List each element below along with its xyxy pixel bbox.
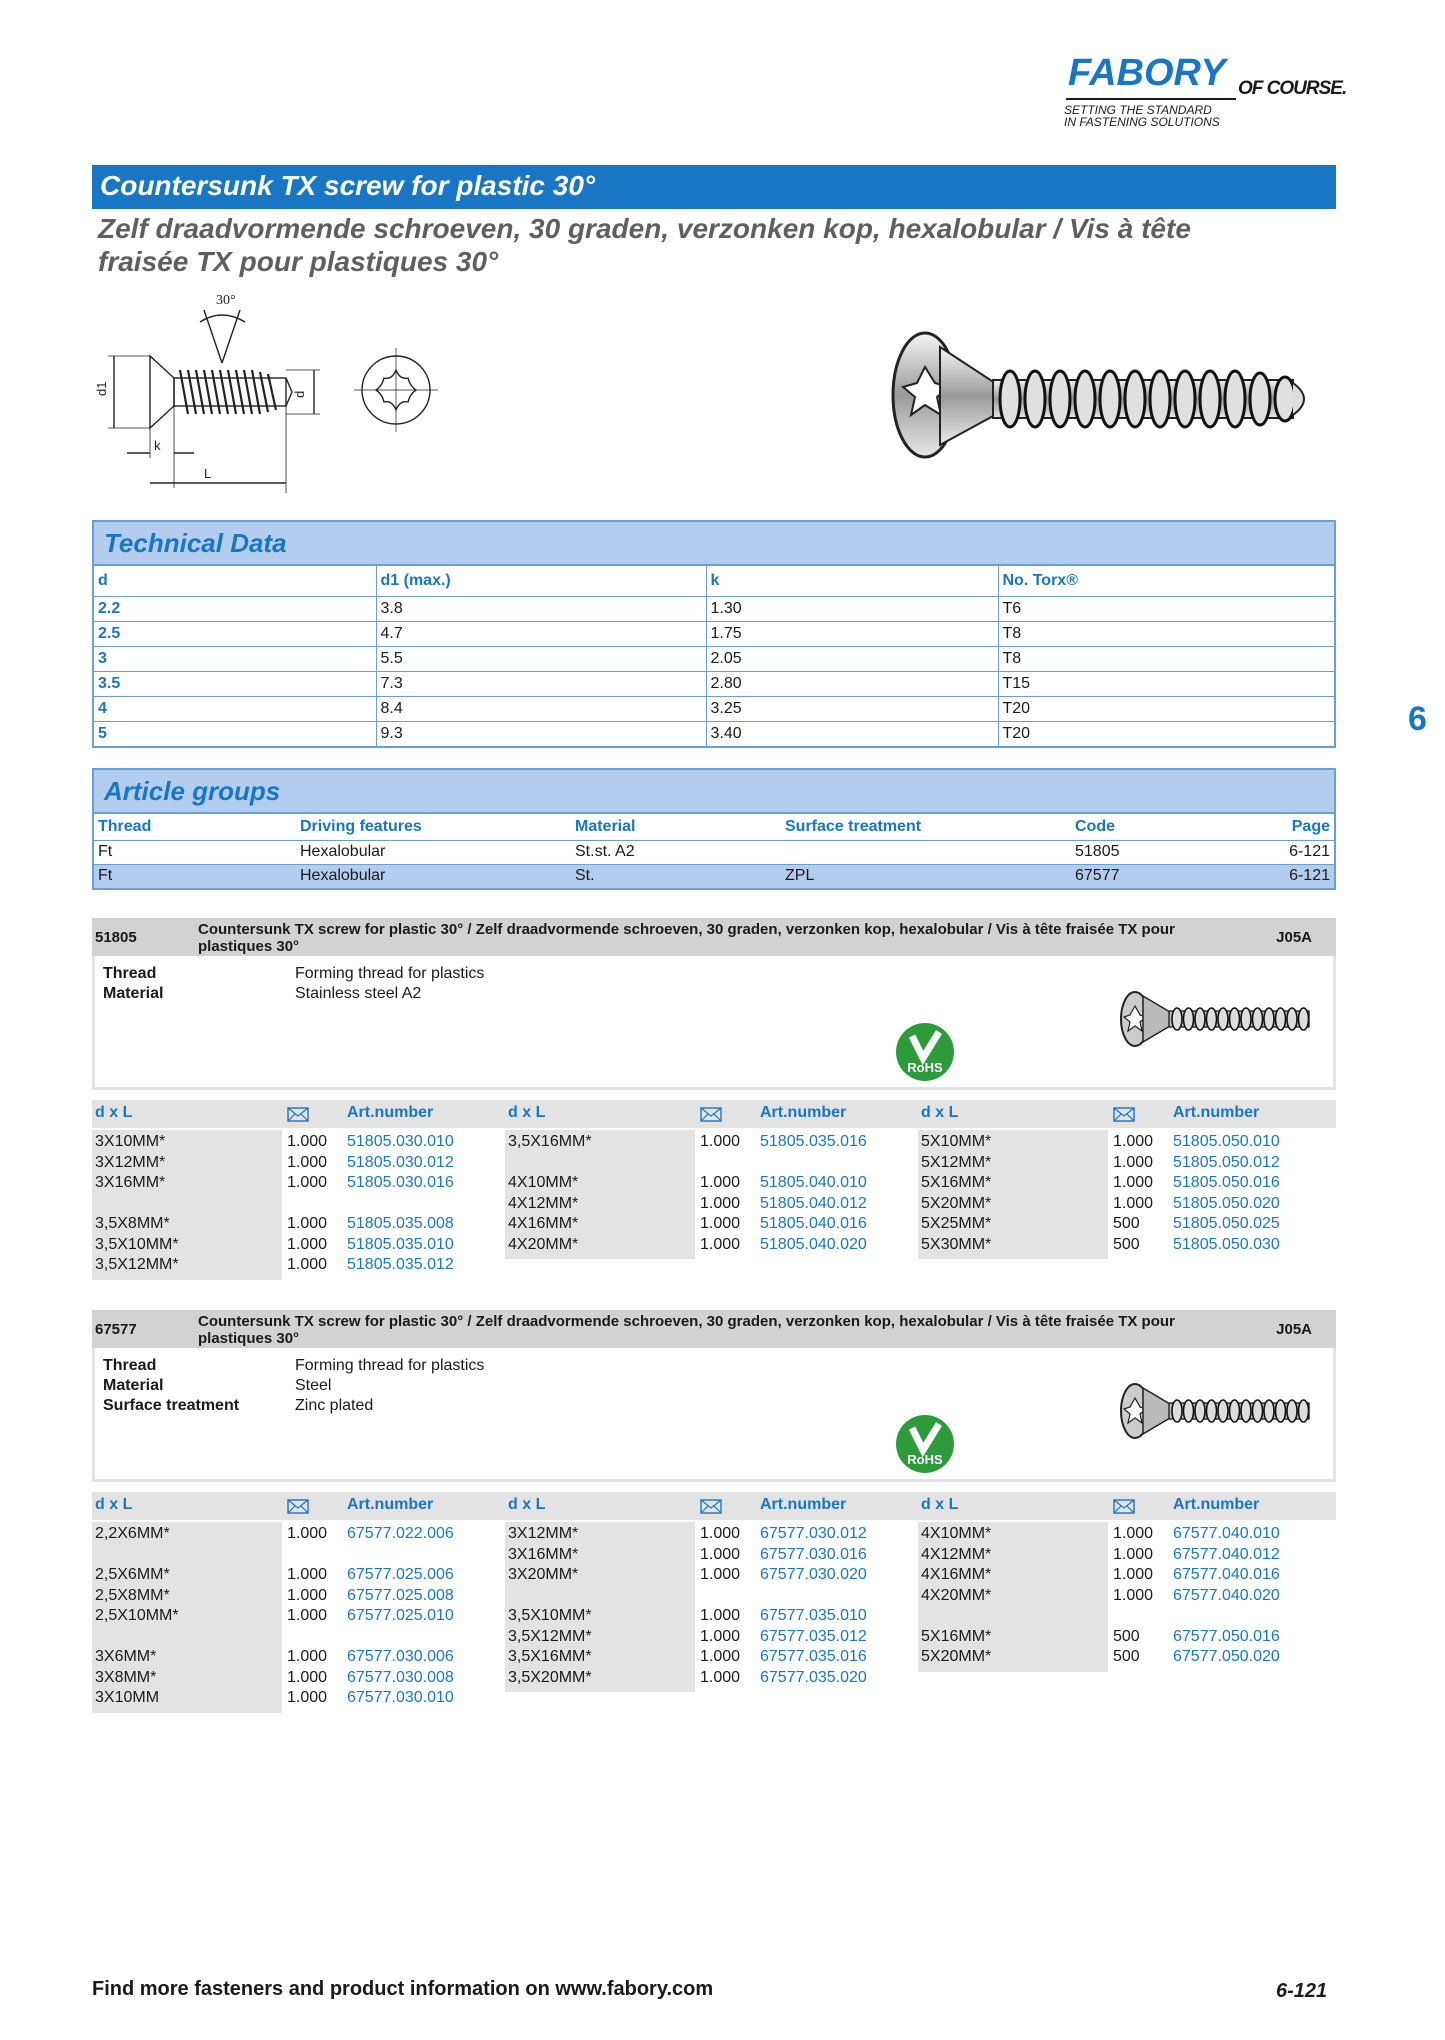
size-list-header xyxy=(92,1100,1336,1128)
list-item xyxy=(92,1565,492,1585)
footer-text: Find more fasteners and product information on www.fabory.com xyxy=(92,1978,714,2000)
list-item xyxy=(505,1647,905,1667)
article-number-link[interactable]: 67577.030.008 xyxy=(347,1668,454,1686)
rohs-label: RoHS xyxy=(907,1452,943,1467)
table-cell: 2.05 xyxy=(706,646,998,671)
article-number-link[interactable]: 67577.050.020 xyxy=(1173,1648,1280,1665)
table-cell: 67577 xyxy=(1071,864,1221,888)
size-dxl: 4X16MM* xyxy=(921,1566,992,1583)
package-quantity: 1.000 xyxy=(1113,1566,1154,1583)
list-item xyxy=(92,1153,492,1173)
article-number-link[interactable]: 67577.030.016 xyxy=(760,1545,867,1563)
column-header: Code xyxy=(1071,814,1221,840)
list-item xyxy=(918,1194,1318,1214)
table-row xyxy=(94,696,1334,721)
article-number-link[interactable]: 51805.035.010 xyxy=(347,1235,454,1253)
article-number-link[interactable]: 67577.022.006 xyxy=(347,1525,454,1542)
list-item xyxy=(505,1565,905,1585)
list-item xyxy=(92,1173,492,1193)
article-description: Countersunk TX screw for plastic 30° / Zelf draadvormende schroeven, 30 graden, verzonken kop, hexalobular / Vis à tête fraisée TX pour plastiques 30° xyxy=(198,1313,1175,1347)
package-quantity-icon xyxy=(700,1107,722,1122)
table-cell: 2.80 xyxy=(706,671,998,696)
property-value: Stainless steel A2 xyxy=(295,985,422,1002)
logo-tagline-2: IN FASTENING SOLUTIONS xyxy=(1064,115,1220,129)
rohs-label: RoHS xyxy=(907,1060,943,1075)
article-header xyxy=(92,1310,1336,1348)
package-quantity: 500 xyxy=(1113,1235,1140,1253)
list-item xyxy=(92,1524,492,1544)
article-groups-section xyxy=(92,768,1336,890)
article-groups-heading: Article groups xyxy=(94,770,1334,814)
article-number-link[interactable]: 51805.050.012 xyxy=(1173,1153,1280,1171)
table-cell: 9.3 xyxy=(376,721,706,746)
table-cell: 3.25 xyxy=(706,696,998,721)
article-number-link[interactable]: 51805.030.010 xyxy=(347,1133,454,1150)
package-quantity: 1.000 xyxy=(1113,1525,1154,1542)
list-item xyxy=(918,1173,1318,1193)
list-item xyxy=(92,1668,492,1688)
package-quantity-icon xyxy=(287,1107,309,1122)
size-dxl: 3X10MM xyxy=(95,1689,160,1706)
size-list-header xyxy=(92,1492,1336,1520)
table-row xyxy=(94,864,1334,888)
article-number-link[interactable]: 67577.025.008 xyxy=(347,1586,454,1604)
dxl-column-header: d x L xyxy=(921,1496,959,1513)
article-number-link[interactable]: 51805.050.010 xyxy=(1173,1133,1280,1150)
logo-tagline xyxy=(1064,104,1220,128)
size-dxl: 5X20MM* xyxy=(921,1648,992,1665)
list-item xyxy=(505,1627,905,1647)
article-number-link[interactable]: 67577.030.012 xyxy=(760,1525,867,1542)
table-cell: T8 xyxy=(998,646,1334,671)
package-quantity: 1.000 xyxy=(287,1174,328,1191)
article-code: 51805 xyxy=(95,929,137,946)
package-quantity: 1.000 xyxy=(700,1215,741,1232)
property-value: Forming thread for plastics xyxy=(295,965,485,982)
size-dxl: 3,5X8MM* xyxy=(95,1215,170,1232)
screw-head-drawing xyxy=(352,340,440,440)
screw-side-drawing xyxy=(92,288,332,503)
list-item xyxy=(505,1194,905,1214)
size-dxl: 3X16MM* xyxy=(508,1545,579,1563)
package-quantity: 1.000 xyxy=(700,1648,741,1665)
package-quantity: 500 xyxy=(1113,1215,1140,1232)
technical-data-heading: Technical Data xyxy=(94,522,1334,566)
dxl-column-header: d x L xyxy=(95,1496,133,1513)
size-dxl: 2,5X8MM* xyxy=(95,1586,170,1604)
rohs-badge-icon xyxy=(895,1414,955,1474)
table-cell: 5.5 xyxy=(376,646,706,671)
table-cell: 6-121 xyxy=(1221,840,1334,864)
package-quantity: 1.000 xyxy=(700,1133,741,1150)
dxl-column-header: d x L xyxy=(508,1104,546,1121)
size-dxl: 4X10MM* xyxy=(921,1525,992,1542)
package-quantity: 500 xyxy=(1113,1648,1140,1665)
table-cell: T20 xyxy=(1002,724,1031,742)
technical-data-section xyxy=(92,520,1336,748)
article-header xyxy=(92,918,1336,956)
size-dxl: 4X10MM* xyxy=(508,1174,579,1191)
table-cell: T6 xyxy=(998,596,1334,621)
package-quantity: 1.000 xyxy=(287,1566,328,1583)
article-number-link[interactable]: 51805.040.012 xyxy=(760,1194,867,1212)
package-quantity: 1.000 xyxy=(1113,1194,1154,1212)
list-item xyxy=(918,1132,1318,1152)
table-cell: 5 xyxy=(94,721,376,746)
package-quantity: 1.000 xyxy=(287,1525,328,1542)
article-number-link[interactable]: 51805.040.010 xyxy=(760,1174,867,1191)
table-cell: T8 xyxy=(998,621,1334,646)
article-number-link[interactable]: 67577.050.016 xyxy=(1173,1627,1280,1645)
article-number-link[interactable]: 67577.040.020 xyxy=(1173,1586,1280,1604)
table-cell: Ft xyxy=(94,864,296,888)
table-cell: 3.40 xyxy=(706,721,998,746)
table-cell: 3 xyxy=(94,646,376,671)
package-quantity: 1.000 xyxy=(287,1668,328,1686)
size-dxl: 5X12MM* xyxy=(921,1153,992,1171)
table-cell: 1.75 xyxy=(706,621,998,646)
package-quantity: 1.000 xyxy=(700,1525,741,1542)
art-number-column-header: Art.number xyxy=(1173,1496,1260,1513)
list-item xyxy=(505,1524,905,1544)
article-groups-table xyxy=(94,814,1334,888)
article-number-link[interactable]: 51805.050.020 xyxy=(1173,1194,1280,1212)
table-header-row xyxy=(94,814,1334,840)
page-number: 6-121 xyxy=(1276,1980,1328,2002)
package-quantity: 1.000 xyxy=(287,1133,328,1150)
art-number-column-header: Art.number xyxy=(1173,1104,1260,1121)
size-dxl: 5X16MM* xyxy=(921,1627,992,1645)
size-dxl: 3,5X12MM* xyxy=(508,1627,592,1645)
size-dxl: 3X8MM* xyxy=(95,1668,157,1686)
list-item xyxy=(918,1235,1318,1255)
fabory-logo xyxy=(1060,52,1360,132)
package-quantity: 1.000 xyxy=(287,1235,328,1253)
property-key: Material xyxy=(103,1377,164,1394)
table-cell: 7.3 xyxy=(376,671,706,696)
package-quantity-icon xyxy=(700,1499,722,1514)
article-number-link[interactable]: 67577.040.010 xyxy=(1173,1525,1280,1542)
article-number-link[interactable]: 67577.035.016 xyxy=(760,1648,867,1665)
list-item xyxy=(505,1606,905,1626)
size-dxl: 3X16MM* xyxy=(95,1174,166,1191)
article-number-link[interactable]: 67577.040.016 xyxy=(1173,1566,1280,1583)
angle-label: 30° xyxy=(216,293,236,308)
package-quantity: 1.000 xyxy=(1113,1133,1154,1150)
size-dxl: 2,2X6MM* xyxy=(95,1525,170,1542)
package-quantity: 1.000 xyxy=(287,1648,328,1665)
column-header: Material xyxy=(571,814,781,840)
property-key: Surface treatment xyxy=(103,1397,240,1414)
package-quantity: 1.000 xyxy=(700,1545,741,1563)
list-item xyxy=(92,1647,492,1667)
article-number-link[interactable]: 51805.030.016 xyxy=(347,1174,454,1191)
list-item xyxy=(92,1235,492,1255)
table-header-row xyxy=(94,566,1334,596)
table-row xyxy=(94,671,1334,696)
article-number-link[interactable]: 51805.035.008 xyxy=(347,1215,454,1232)
logo-suffix: OF COURSE. xyxy=(1238,78,1347,99)
list-item xyxy=(918,1565,1318,1585)
screw-product-image xyxy=(885,325,1325,465)
list-item xyxy=(92,1688,492,1708)
package-quantity: 1.000 xyxy=(700,1174,741,1191)
property-key: Thread xyxy=(103,1357,157,1374)
size-dxl: 4X12MM* xyxy=(921,1545,992,1563)
size-dxl: 3,5X16MM* xyxy=(508,1133,592,1150)
article-number-link[interactable]: 67577.035.020 xyxy=(760,1668,867,1686)
package-quantity: 1.000 xyxy=(700,1566,741,1583)
size-dxl: 3X12MM* xyxy=(508,1525,579,1542)
property-value: Forming thread for plastics xyxy=(295,1357,485,1374)
dxl-column-header: d x L xyxy=(921,1104,959,1121)
table-row xyxy=(94,596,1334,621)
page-subtitle: Zelf draadvormende schroeven, 30 graden, verzonken kop, hexalobular / Vis à tête fraisée TX pour plastiques 30° xyxy=(98,213,1191,277)
table-cell: 51805 xyxy=(1071,840,1221,864)
table-row xyxy=(94,840,1334,864)
size-dxl: 5X20MM* xyxy=(921,1194,992,1212)
size-dxl: 3,5X16MM* xyxy=(508,1648,592,1665)
package-quantity: 1.000 xyxy=(287,1689,328,1706)
table-cell: St.st. A2 xyxy=(571,840,781,864)
table-row xyxy=(94,646,1334,671)
package-quantity: 1.000 xyxy=(1113,1174,1154,1191)
package-quantity: 1.000 xyxy=(287,1256,328,1273)
article-number-link[interactable]: 51805.035.012 xyxy=(347,1256,454,1273)
logo-brand: FABORY xyxy=(1068,52,1226,94)
package-quantity-icon xyxy=(287,1499,309,1514)
size-dxl: 3,5X10MM* xyxy=(95,1235,179,1253)
table-cell: 8.4 xyxy=(376,696,706,721)
size-dxl: 5X25MM* xyxy=(921,1215,992,1232)
property-key: Material xyxy=(103,985,164,1002)
column-header: Thread xyxy=(94,814,296,840)
art-number-column-header: Art.number xyxy=(760,1104,847,1121)
property-value: Zinc plated xyxy=(295,1397,374,1414)
product-thumbnail-image xyxy=(1115,1374,1320,1449)
art-number-column-header: Art.number xyxy=(760,1496,847,1513)
article-number-link[interactable]: 67577.025.010 xyxy=(347,1607,454,1624)
rohs-badge-icon xyxy=(895,1022,955,1082)
package-quantity: 1.000 xyxy=(1113,1153,1154,1171)
property-key: Thread xyxy=(103,965,157,982)
column-header: d xyxy=(94,566,376,596)
size-dxl: 3,5X20MM* xyxy=(508,1668,592,1686)
table-row xyxy=(94,721,1334,746)
size-dxl: 5X10MM* xyxy=(921,1133,992,1150)
size-dxl: 4X20MM* xyxy=(921,1586,992,1604)
package-quantity: 1.000 xyxy=(700,1607,741,1624)
list-item xyxy=(505,1235,905,1255)
size-dxl: 4X16MM* xyxy=(508,1215,579,1232)
size-dxl: 3X6MM* xyxy=(95,1648,157,1665)
table-cell: 2.5 xyxy=(94,621,376,646)
package-quantity: 500 xyxy=(1113,1627,1140,1645)
list-item xyxy=(918,1647,1318,1667)
logo-tagline-1: SETTING THE STANDARD xyxy=(1064,103,1212,117)
table-cell: Hexalobular xyxy=(296,864,571,888)
table-cell: 3.5 xyxy=(94,671,376,696)
size-dxl: 3X20MM* xyxy=(508,1566,579,1583)
table-row xyxy=(94,621,1334,646)
table-cell: T20 xyxy=(998,696,1334,721)
size-dxl: 5X16MM* xyxy=(921,1174,992,1191)
list-item xyxy=(92,1214,492,1234)
table-cell: 4.7 xyxy=(376,621,706,646)
article-number-link[interactable]: 67577.035.012 xyxy=(760,1627,867,1645)
size-dxl: 4X20MM* xyxy=(508,1235,579,1253)
size-dxl: 3,5X10MM* xyxy=(508,1607,592,1624)
table-cell: ZPL xyxy=(781,864,1071,888)
article-number-link[interactable]: 51805.035.016 xyxy=(760,1133,867,1150)
article-number-link[interactable]: 67577.025.006 xyxy=(347,1566,454,1583)
column-header: Surface treatment xyxy=(781,814,1071,840)
table-cell: 1.30 xyxy=(706,596,998,621)
article-number-link[interactable]: 51805.050.025 xyxy=(1173,1215,1280,1232)
list-item xyxy=(918,1153,1318,1173)
article-code: 67577 xyxy=(95,1321,137,1338)
table-cell: 4 xyxy=(94,696,376,721)
list-item xyxy=(92,1586,492,1606)
package-quantity: 1.000 xyxy=(700,1668,741,1686)
column-header: d1 (max.) xyxy=(376,566,706,596)
logo-underline xyxy=(1066,98,1236,100)
package-quantity: 1.000 xyxy=(287,1215,328,1232)
article-number-link[interactable]: 67577.030.010 xyxy=(347,1689,454,1706)
article-number-link[interactable]: 51805.040.016 xyxy=(760,1215,867,1232)
list-item xyxy=(505,1173,905,1193)
article-number-link[interactable]: 51805.050.030 xyxy=(1173,1235,1280,1253)
column-header: k xyxy=(706,566,998,596)
list-item xyxy=(918,1524,1318,1544)
article-number-link[interactable]: 51805.040.020 xyxy=(760,1235,867,1253)
article-group-code: J05A xyxy=(1276,1321,1312,1338)
size-dxl: 2,5X6MM* xyxy=(95,1566,170,1583)
list-item xyxy=(92,1132,492,1152)
size-dxl: 4X12MM* xyxy=(508,1194,579,1212)
package-quantity: 1.000 xyxy=(700,1194,741,1212)
table-cell: St. xyxy=(571,864,781,888)
package-quantity: 1.000 xyxy=(700,1235,741,1253)
table-cell: 6-121 xyxy=(1221,864,1334,888)
article-number-link[interactable]: 67577.030.006 xyxy=(347,1648,454,1665)
size-dxl: 3,5X12MM* xyxy=(95,1256,179,1273)
article-number-link[interactable]: 51805.030.012 xyxy=(347,1153,454,1171)
L-label: L xyxy=(204,466,212,481)
table-cell: Hexalobular xyxy=(296,840,571,864)
technical-data-table xyxy=(94,566,1334,746)
article-number-link[interactable]: 67577.040.012 xyxy=(1173,1545,1280,1563)
list-item xyxy=(918,1214,1318,1234)
table-cell: 3.8 xyxy=(376,596,706,621)
size-dxl: 3X12MM* xyxy=(95,1153,166,1171)
list-item xyxy=(505,1132,905,1152)
list-item xyxy=(505,1214,905,1234)
list-item xyxy=(92,1255,492,1275)
list-item xyxy=(918,1627,1318,1647)
chapter-tab: 6 xyxy=(1408,700,1427,738)
package-quantity: 1.000 xyxy=(700,1627,741,1645)
size-dxl: 3X10MM* xyxy=(95,1133,166,1150)
article-number-link[interactable]: 67577.030.020 xyxy=(760,1566,867,1583)
article-number-link[interactable]: 67577.035.010 xyxy=(760,1607,867,1624)
list-item xyxy=(505,1545,905,1565)
k-label: k xyxy=(154,438,161,453)
column-header: Driving features xyxy=(296,814,571,840)
list-item xyxy=(505,1668,905,1688)
package-quantity: 1.000 xyxy=(1113,1586,1154,1604)
article-group-code: J05A xyxy=(1276,929,1312,946)
product-thumbnail-image xyxy=(1115,982,1320,1057)
article-number-link[interactable]: 51805.050.016 xyxy=(1173,1174,1280,1191)
article-description: Countersunk TX screw for plastic 30° / Zelf draadvormende schroeven, 30 graden, verzonken kop, hexalobular / Vis à tête fraisée TX pour plastiques 30° xyxy=(198,921,1175,955)
package-quantity-icon xyxy=(1113,1499,1135,1514)
list-item xyxy=(92,1606,492,1626)
table-cell: Ft xyxy=(94,840,296,864)
art-number-column-header: Art.number xyxy=(347,1104,434,1121)
package-quantity: 1.000 xyxy=(1113,1545,1154,1563)
package-quantity: 1.000 xyxy=(287,1153,328,1171)
dxl-column-header: d x L xyxy=(508,1496,546,1513)
table-cell: T15 xyxy=(998,671,1334,696)
dxl-column-header: d x L xyxy=(95,1104,133,1121)
size-dxl: 5X30MM* xyxy=(921,1235,992,1253)
d1-label: d1 xyxy=(94,381,109,396)
list-item xyxy=(918,1586,1318,1606)
art-number-column-header: Art.number xyxy=(347,1496,434,1513)
d-label: d xyxy=(292,390,307,398)
column-header: Page xyxy=(1221,814,1334,840)
table-cell: 2.2 xyxy=(94,596,376,621)
package-quantity: 1.000 xyxy=(287,1607,328,1624)
package-quantity: 1.000 xyxy=(287,1586,328,1604)
size-dxl: 2,5X10MM* xyxy=(95,1607,179,1624)
page-title: Countersunk TX screw for plastic 30° xyxy=(92,165,1336,209)
column-header: No. Torx® xyxy=(998,566,1334,596)
table-cell xyxy=(781,840,1071,864)
package-quantity-icon xyxy=(1113,1107,1135,1122)
list-item xyxy=(918,1545,1318,1565)
property-value: Steel xyxy=(295,1377,332,1394)
